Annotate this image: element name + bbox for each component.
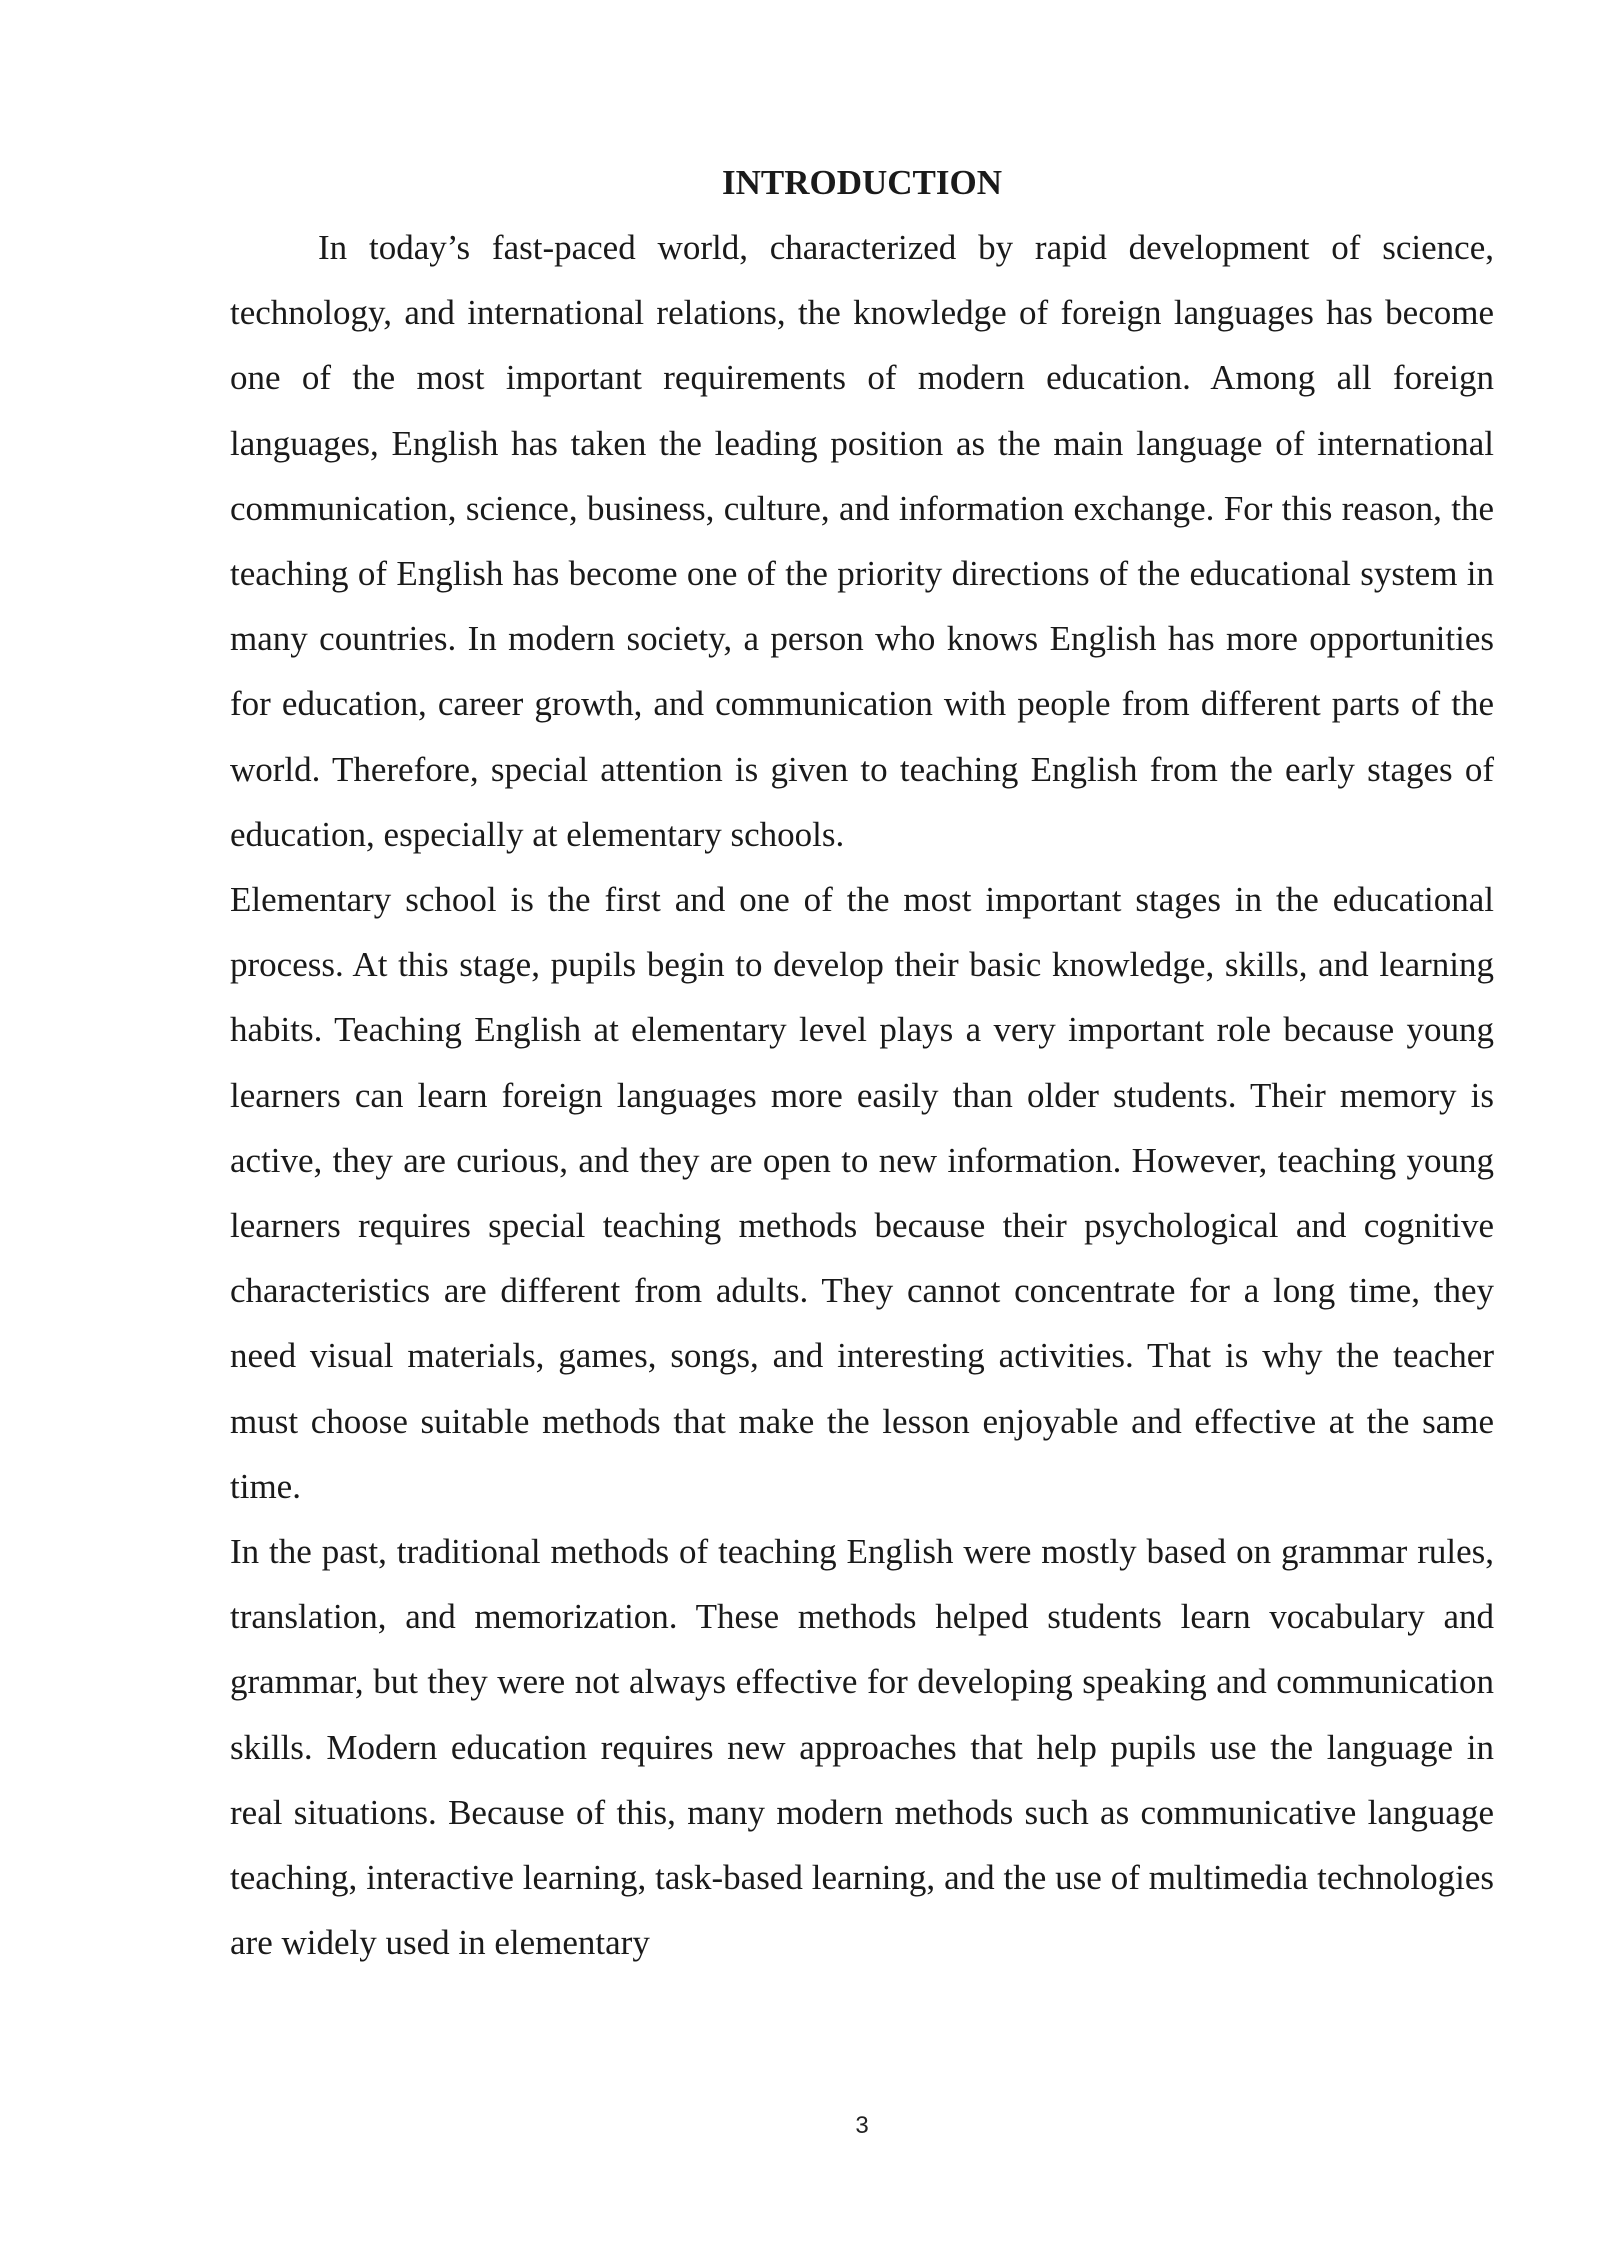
page-number: 3 <box>855 2112 869 2139</box>
document-body <box>230 150 1494 1975</box>
paragraph-1: In today’s fast-paced world, characterized by rapid development of science, technology, and international relations, the knowledge of foreign languages has become one of the most important requirements of modern education. Among all foreign languages, English has taken the leading position as the main language of international communication, science, business, culture, and information exchange. For this reason, the teaching of English has become one of the priority directions of the educational system in many countries. In modern society, a person who knows English has more opportunities for education, career growth, and communication with people from different parts of the world. Therefore, special attention is given to teaching English from the early stages of education, especially at elementary schools. <box>230 228 1494 854</box>
paragraph-2: Elementary school is the first and one of the most important stages in the educational process. At this stage, pupils begin to develop their basic knowledge, skills, and learning habits. Teaching English at elementary level plays a very important role because young learners can learn foreign languages more easily than older students. Their memory is active, they are curious, and they are open to new information. However, teaching young learners requires special teaching methods because their psychological and cognitive characteristics are different from adults. They cannot concentrate for a long time, they need visual materials, games, songs, and interesting activities. That is why the teacher must choose suitable methods that make the lesson enjoyable and effective at the same time. <box>230 880 1494 1506</box>
paragraph-3: In the past, traditional methods of teaching English were mostly based on grammar rules, translation, and memorization. These methods helped students learn vocabulary and grammar, but they were not always effective for developing speaking and communication skills. Modern education requires new approaches that help pupils use the language in real situations. Because of this, many modern methods such as communicative language teaching, interactive learning, task-based learning, and the use of multimedia technologies are widely used in elementary <box>230 1532 1494 1963</box>
page-title: INTRODUCTION <box>721 163 1003 202</box>
